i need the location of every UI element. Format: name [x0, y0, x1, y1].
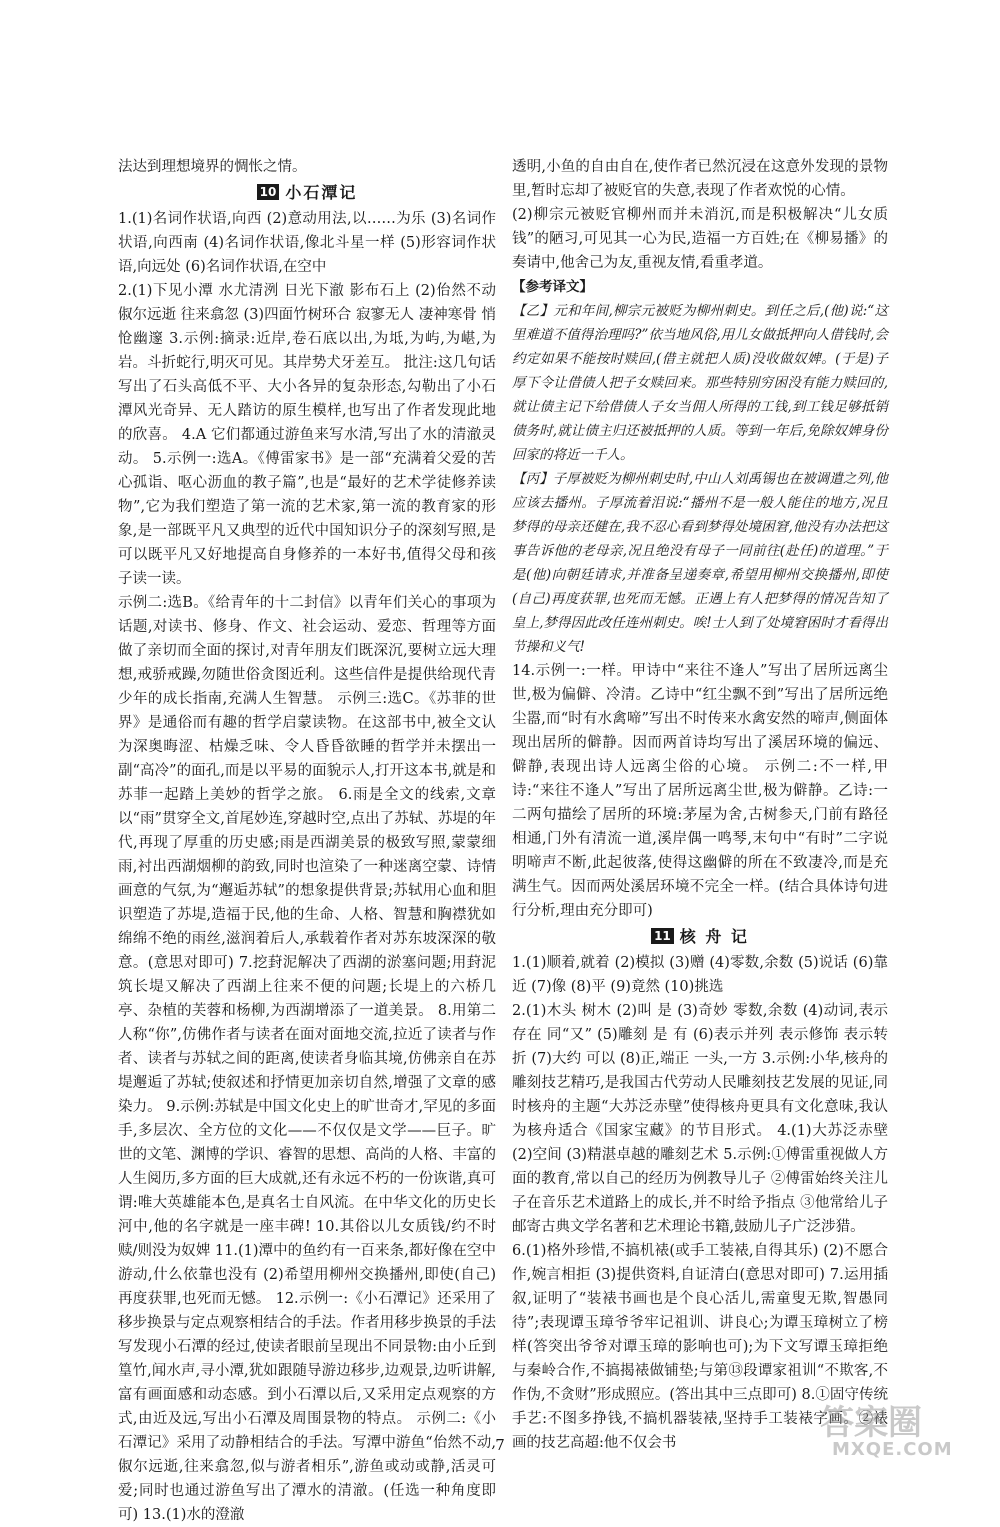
answer-2-5: 2.(1)下见小潭 水尤清洌 日光下澈 影布石上 (2)佁然不动 俶尔远逝 往来翕忽 (3)四面竹树环合 寂寥无人 凄神寒骨 悄怆幽邃 3.示例:摘录:近岸,卷石底以出,为坻,为屿,为嵁,为岩。斗折蛇行,明灭可见。其岸势犬牙差互。 批注:这几句话写出了石头高低不平、大小各异的复杂形态,勾勒出了小石潭风光奇异、无人踏访的原生模样,也写出了作者发现此地的欣喜。 4.A 它们都通过游鱼来写水清,写出了水的清澈灵动。 5.示例一:选A。《傅雷家书》是一部“充满着父爱的苦心孤诣、呕心沥血的教子篇”,也是“最好的艺术学徒修养读物”,它为我们塑造了第一流的艺术家,第一流的教育家的形象,是一部既平凡又典型的近代中国知识分子的深刻写照,是可以既平凡又好地提高自身修养的一本好书,值得父母和孩子读一读。: [118, 283, 496, 587]
answer-14: 14.示例一:一样。甲诗中“来往不逢人”写出了居所远离尘世,极为偏僻、冷清。乙诗中“红尘飘不到”写出了居所远绝尘嚣,而“时有水禽啼”写出不时传来水禽安然的啼声,侧面体现出居所的僻静。因而两首诗均写出了溪居环境的偏远、僻静,表现出诗人远离尘俗的心境。 示例二:不一样,甲诗:“来往不逢人”写出了居所远离尘世,极为僻静。乙诗:一二两句描绘了居所的环境:茅屋为舍,古树参天,门前有路径相通,门外有清流一道,溪岸偶一鸣琴,末句中“有时”二字说明啼声不断,此起彼落,使得这幽僻的所在不致凄冷,而是充满生气。因而两处溪居环境不完全一样。(结合具体诗句进行分析,理由充分即可): [512, 663, 888, 919]
watermark-logo: [820, 1395, 990, 1465]
section-title: 小石潭记: [285, 183, 358, 202]
answer-2-5: 2.(1)木头 树木 (2)叫 是 (3)奇妙 零数,余数 (4)动词,表示存在 同“又” (5)雕刻 是 有 (6)表示并列 表示修饰 表示转折 (7)大约 可以 (8)正,端正 一头,一方 3.示例:小华,核舟的雕刻技艺精巧,是我国古代劳动人民雕刻技艺发展的见证,同时核舟的主题“大苏泛赤壁”使得核舟更具有文化意味,我认为核舟适合《国家宝藏》的节目形式。 4.(1)大苏泛赤壁 (2)空间 (3)精湛卓越的雕刻艺术 5.示例:①傅雷重视做人方面的教育,常以自己的经历为例教导儿子 ②傅雷始终关注儿子在音乐艺术道路上的成长,并不时给予指点 ③他常给儿子邮寄古典文学名著和艺术理论书籍,鼓励儿子广泛涉猎。: [512, 1003, 888, 1235]
answer-13-2: (2)柳宗元被贬官柳州而并未消沉,而是积极解决“儿女质钱”的陋习,可见其一心为民,造福一方百姓;在《柳易播》的奏请中,他舍己为友,重视友情,看重孝道。: [512, 207, 888, 271]
answer-5-13: 示例二:选B。《给青年的十二封信》以青年们关心的事项为话题,对读书、修身、作文、社会运动、爱恋、哲理等方面做了亲切而全面的探讨,对青年朋友们既深沉,要树立远大理想,戒骄戒躁,勿随世俗贪图近利。这些信件是提供给现代青少年的成长指南,充满人生智慧。 示例三:选C。《苏菲的世界》是通俗而有趣的哲学启蒙读物。在这部书中,被全文认为深奥晦涩、枯燥乏味、令人昏昏欲睡的哲学并未摆出一副“高冷”的面孔,而是以平易的面貌示人,打开这本书,就是和苏菲一起踏上美妙的哲学之旅。 6.雨是全文的线索,文章以“雨”贯穿全文,首尾妙连,穿越时空,点出了苏轼、苏堤的年代,再现了厚重的历史感;雨是西湖美景的极致写照,蒙蒙细雨,衬出西湖烟柳的韵致,同时也渲染了一种迷离空蒙、诗情画意的气氛,为“邂逅苏轼”的想象提供背景;苏轼用心血和胆识塑造了苏堤,造福于民,他的生命、人格、智慧和胸襟犹如绵绵不绝的雨丝,滋润着后人,承载着作者对苏东坡深深的敬意。(意思对即可) 7.挖葑泥解决了西湖的淤塞问题;用葑泥筑长堤又解决了西湖上往来不便的问题;长堤上的六桥几亭、杂植的芙蓉和杨柳,为西湖增添了一道美景。 8.用第二人称“你”,仿佛作者与读者在面对面地交流,拉近了读者与作者、读者与苏轼之间的距离,使读者身临其境,仿佛亲自在苏堤邂逅了苏轼;使叙述和抒情更加亲切自然,增强了文章的感染力。 9.示例:苏轼是中国文化史上的旷世奇才,罕见的多面手,多层次、全方位的文化——不仅仅是文学——巨子。旷世的文笔、渊博的学识、睿智的思想、高尚的人格、丰富的人生阅历,多方面的巨大成就,还有永远不朽的一份诙谐,真可谓:唯大英雄能本色,是真名士自风流。在中华文化的历史长河中,他的名字就是一座丰碑! 10.其俗以儿女质钱/约不时赎/则没为奴婢 11.(1)潭中的鱼约有一百来条,都好像在空中游动,什么依靠也没有 (2)希望用柳州交换播州,即使(自己)再度获罪,也死而无憾。 12.示例一:《小石潭记》还采用了移步换景与定点观察相结合的手法。作者用移步换景的手法写发现小石潭的经过,使读者眼前呈现出不同景物:由小丘到篁竹,闻水声,寻小潭,犹如跟随导游边移步,边观景,边听讲解,富有画面感和动态感。到小石潭以后,又采用定点观察的方式,由近及远,写出小石潭及周围景物的特点。 示例二:《小石潭记》采用了动静相结合的手法。写潭中游鱼“佁然不动,俶尔远逝,往来翕忽,似与游者相乐”,游鱼或动或静,活灵可爱;同时也通过游鱼写出了潭水的清澈。(任选一种角度即可) 13.(1)水的澄澈: [118, 595, 496, 1523]
answer-1: 1.(1)名词作状语,向西 (2)意动用法,以……为乐 (3)名词作状语,向西南 (4)名词作状语,像北斗星一样 (5)形容词作状语,向远处 (6)名词作状语,在空中: [118, 211, 496, 275]
right-column: [512, 155, 888, 1455]
page-number: 7: [495, 1436, 505, 1454]
section-number: 11: [651, 928, 674, 944]
watermark-text: 答案圈: [820, 1403, 922, 1443]
answer-1: 1.(1)顺着,就着 (2)模拟 (3)赠 (4)零数,余数 (5)说话 (6)靠近 (7)像 (8)平 (9)竟然 (10)挑选: [512, 955, 888, 995]
answer-6-8: 6.(1)格外珍惜,不搞机裱(或手工装裱,自得其乐) (2)不愿合作,婉言相拒 (3)提供资料,自证清白(意思对即可) 7.运用插叙,证明了“装裱书画也是个良心活儿,需童叟无欺,智愚同待”;表现谭玉璋爷爷牢记祖训、讲良心;为谭玉璋树立了榜样(答突出爷爷对谭玉璋的影响也可);为下文写谭玉璋拒绝与秦岭合作,不搞揭裱做铺垫;与第⑬段谭家祖训“不欺客,不作伪,不贪财”形成照应。(答出其中三点即可) 8.①固守传统手艺:不图多挣钱,不搞机器装裱,坚持手工装裱字画。②裱画的技艺高超:他不仅会书: [512, 1243, 888, 1451]
section-title: 核 舟 记: [679, 927, 749, 946]
translation-yi: 【乙】元和年间,柳宗元被贬为柳州刺史。到任之后,(他)说:“这里难道不值得治理吗?”依当地风俗,用儿女做抵押向人借钱时,会约定如果不能按时赎回,(借主就把人质)没收做奴婢。(于是)子厚下令让借债人把子女赎回来。那些特别穷困没有能力赎回的,就让债主记下给借债人子女当佣人所得的工钱,到工钱足够抵销债务时,就让债主归还被抵押的人质。等到一年后,免除奴婢身份回家的将近一千人。: [512, 303, 888, 463]
section-number: 10: [257, 184, 280, 200]
watermark-url: MXQE.COM: [832, 1439, 953, 1460]
answer-13-1-cont: 透明,小鱼的自由自在,使作者已然沉浸在这意外发现的景物里,暂时忘却了被贬官的失意,表现了作者欢悦的心情。: [512, 159, 888, 199]
reference-translation-title: 【参考译文】: [512, 279, 593, 295]
paragraph-continued: 法达到理想境界的惆怅之情。: [118, 159, 307, 175]
left-column: [118, 155, 496, 1527]
section-heading-10: [118, 181, 496, 205]
translation-bing: 【丙】子厚被贬为柳州刺史时,中山人刘禹锡也在被调遣之列,他应该去播州。子厚流着泪说:“播州不是一般人能住的地方,况且梦得的母亲还健在,我不忍心看到梦得处境困窘,他没有办法把这事告诉他的老母亲,况且绝没有母子一同前往(赴任)的道理。”于是(他)向朝廷请求,并准备呈递奏章,希望用柳州交换播州,即使(自己)再度获罪,也死而无憾。正遇上有人把梦得的情况告知了皇上,梦得因此改任连州刺史。唉!士人到了处境窘困时才看得出节操和义气!: [512, 471, 888, 655]
section-heading-11: [512, 925, 888, 949]
